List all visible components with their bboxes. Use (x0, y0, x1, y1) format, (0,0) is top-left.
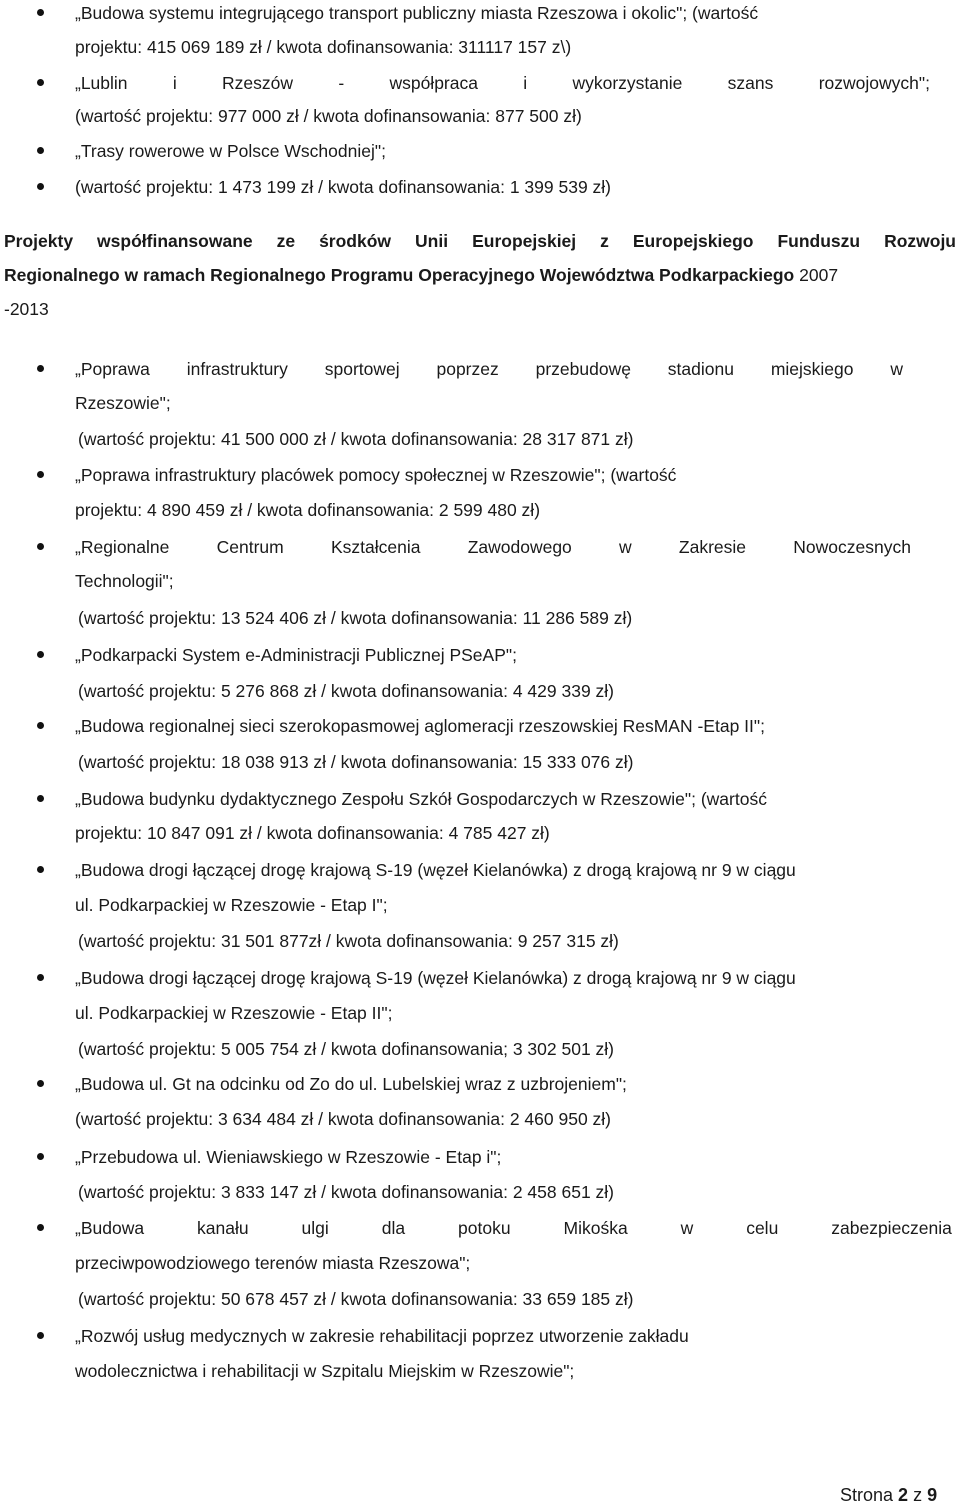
bullet (37, 365, 44, 372)
project-title-line: „Budowa budynku dydaktycznego Zespołu Szkół Gospodarczych w Rzeszowie"; (wartość (75, 789, 767, 809)
bullet (37, 795, 44, 802)
project-title-line: „Budowa drogi łączącej drogę krajową S-19 (węzeł Kielanówka) z drogą krajową nr 9 w ciągu (75, 860, 796, 880)
list-item-line: (wartość projektu: 1 473 199 zł / kwota dofinansowania: 1 399 539 zł) (75, 177, 612, 197)
word: w (619, 537, 632, 557)
project-title-line (75, 1217, 952, 1239)
word: Centrum (216, 537, 284, 557)
project-value-line: (wartość projektu: 50 678 457 zł / kwota dofinansowania: 33 659 185 zł) (78, 1289, 634, 1309)
project-value-line: (wartość projektu: 18 038 913 zł / kwota dofinansowania: 15 333 076 zł) (78, 752, 634, 772)
project-title-line: ul. Podkarpackiej w Rzeszowie - Etap II"; (75, 1003, 393, 1023)
page-number-separator: z (908, 1485, 928, 1505)
word: „Regionalne (75, 537, 170, 557)
word: dla (381, 1218, 406, 1238)
page-number-prefix: Strona (840, 1485, 899, 1505)
word: Zakresie (678, 537, 747, 557)
project-value-line: (wartość projektu: 5 276 868 zł / kwota dofinansowania: 4 429 339 zł) (78, 681, 615, 701)
bullet (37, 471, 44, 478)
word: zabezpieczenia (831, 1218, 952, 1238)
page-number-current: 2 (898, 1485, 909, 1505)
project-title-line: projektu: 10 847 091 zł / kwota dofinansowania: 4 785 427 zł) (75, 823, 550, 843)
list-item-line: „Trasy rowerowe w Polsce Wschodniej"; (75, 141, 386, 161)
word: potoku (458, 1218, 511, 1238)
word: ze (276, 231, 296, 251)
word: środków (319, 231, 392, 251)
word: przebudowę (535, 359, 631, 379)
project-title-line: „Podkarpacki System e-Administracji Publicznej PSeAP"; (75, 645, 517, 665)
bullet (37, 651, 44, 658)
word: i (172, 73, 177, 93)
bullet (37, 147, 44, 154)
project-title-line: „Budowa ul. Gt na odcinku od Zo do ul. Lubelskiej wraz z uzbrojeniem"; (75, 1074, 627, 1094)
project-value-line: (wartość projektu: 3 833 147 zł / kwota dofinansowania: 2 458 651 zł) (78, 1182, 615, 1202)
bullet (37, 543, 44, 550)
word: w (680, 1218, 694, 1238)
project-value-line: (wartość projektu: 31 501 877zł / kwota dofinansowania: 9 257 315 zł) (78, 931, 619, 951)
word: Europejskiej (472, 231, 577, 251)
word: wykorzystanie (572, 73, 683, 93)
word: celu (746, 1218, 779, 1238)
bullet (37, 974, 44, 981)
project-title-line: przeciwpowodziowego terenów miasta Rzeszowa"; (75, 1253, 471, 1273)
bullet (37, 866, 44, 873)
word: „Poprawa (75, 359, 150, 379)
word: w (890, 359, 903, 379)
word: Nowoczesnych (793, 537, 911, 557)
bullet (37, 1080, 44, 1087)
project-title-line: „Przebudowa ul. Wieniawskiego w Rzeszowie - Etap i"; (75, 1147, 502, 1167)
word: szans (727, 73, 774, 93)
word: Rzeszów (222, 73, 294, 93)
section-heading-years: 2007 (794, 265, 839, 285)
section-heading-bold: Regionalnego w ramach Regionalnego Programu Operacyjnego Województwa Podkarpackiego (4, 265, 795, 285)
project-title-line: projektu: 4 890 459 zł / kwota dofinansowania: 2 599 480 zł) (75, 500, 541, 520)
word: rozwojowych"; (818, 73, 930, 93)
bullet (37, 1153, 44, 1160)
project-title-line: „Budowa regionalnej sieci szerokopasmowej aglomeracji rzeszowskiej ResMAN -Etap II"; (75, 716, 765, 736)
list-item-line (75, 72, 930, 94)
section-heading-line (4, 230, 956, 252)
word: - (338, 73, 345, 93)
word: Mikośka (563, 1218, 628, 1238)
word: Unii (415, 231, 449, 251)
project-title-line: wodolecznictwa i rehabilitacji w Szpitalu Miejskim w Rzeszowie"; (75, 1361, 575, 1381)
word: i (523, 73, 528, 93)
project-title-line: „Rozwój usług medycznych w zakresie rehabilitacji poprzez utworzenie zakładu (75, 1326, 689, 1346)
project-title-line: „Poprawa infrastruktury placówek pomocy społecznej w Rzeszowie"; (wartość (75, 465, 677, 485)
bullet (37, 183, 44, 190)
word: współfinansowane (97, 231, 253, 251)
word: Europejskiego (632, 231, 754, 251)
project-title-line: (wartość projektu: 3 634 484 zł / kwota dofinansowania: 2 460 950 zł) (75, 1109, 612, 1129)
page-number (840, 1484, 937, 1506)
word: współpraca (389, 73, 478, 93)
word: z (600, 231, 609, 251)
list-item-line: „Budowa systemu integrującego transport publiczny miasta Rzeszowa i okolic"; (wartość (75, 3, 759, 23)
word: stadionu (667, 359, 734, 379)
bullet (37, 9, 44, 16)
word: ulgi (301, 1218, 329, 1238)
project-title-line: „Budowa drogi łączącej drogę krajową S-19 (węzeł Kielanówka) z drogą krajową nr 9 w ciągu (75, 968, 796, 988)
word: miejskiego (770, 359, 854, 379)
list-item-line: (wartość projektu: 977 000 zł / kwota dofinansowania: 877 500 zł) (75, 106, 582, 126)
project-value-line: (wartość projektu: 13 524 406 zł / kwota dofinansowania: 11 286 589 zł) (78, 608, 633, 628)
project-title-line: ul. Podkarpackiej w Rzeszowie - Etap I"; (75, 895, 388, 915)
word: Projekty (4, 231, 74, 251)
project-title-line (75, 358, 903, 380)
bullet (37, 722, 44, 729)
page-number-total: 9 (927, 1485, 938, 1505)
word: sportowej (324, 359, 400, 379)
bullet (37, 79, 44, 86)
project-title-line: Technologii"; (75, 571, 174, 591)
list-item-line: projektu: 415 069 189 zł / kwota dofinansowania: 311117 157 z\) (75, 37, 572, 57)
word: infrastruktury (186, 359, 288, 379)
section-heading-line: -2013 (4, 299, 49, 319)
project-title-line (75, 536, 911, 558)
project-value-line: (wartość projektu: 41 500 000 zł / kwota dofinansowania: 28 317 871 zł) (78, 429, 634, 449)
section-heading-line (4, 264, 838, 286)
word: Zawodowego (467, 537, 572, 557)
word: „Lublin (75, 73, 128, 93)
word: „Budowa (75, 1218, 145, 1238)
bullet (37, 1332, 44, 1339)
word: poprzez (436, 359, 499, 379)
word: Funduszu (777, 231, 861, 251)
word: Rozwoju (884, 231, 956, 251)
word: kanału (197, 1218, 249, 1238)
project-value-line: (wartość projektu: 5 005 754 zł / kwota dofinansowania; 3 302 501 zł) (78, 1039, 615, 1059)
bullet (37, 1224, 44, 1231)
project-title-line: Rzeszowie"; (75, 393, 171, 413)
word: Kształcenia (330, 537, 421, 557)
